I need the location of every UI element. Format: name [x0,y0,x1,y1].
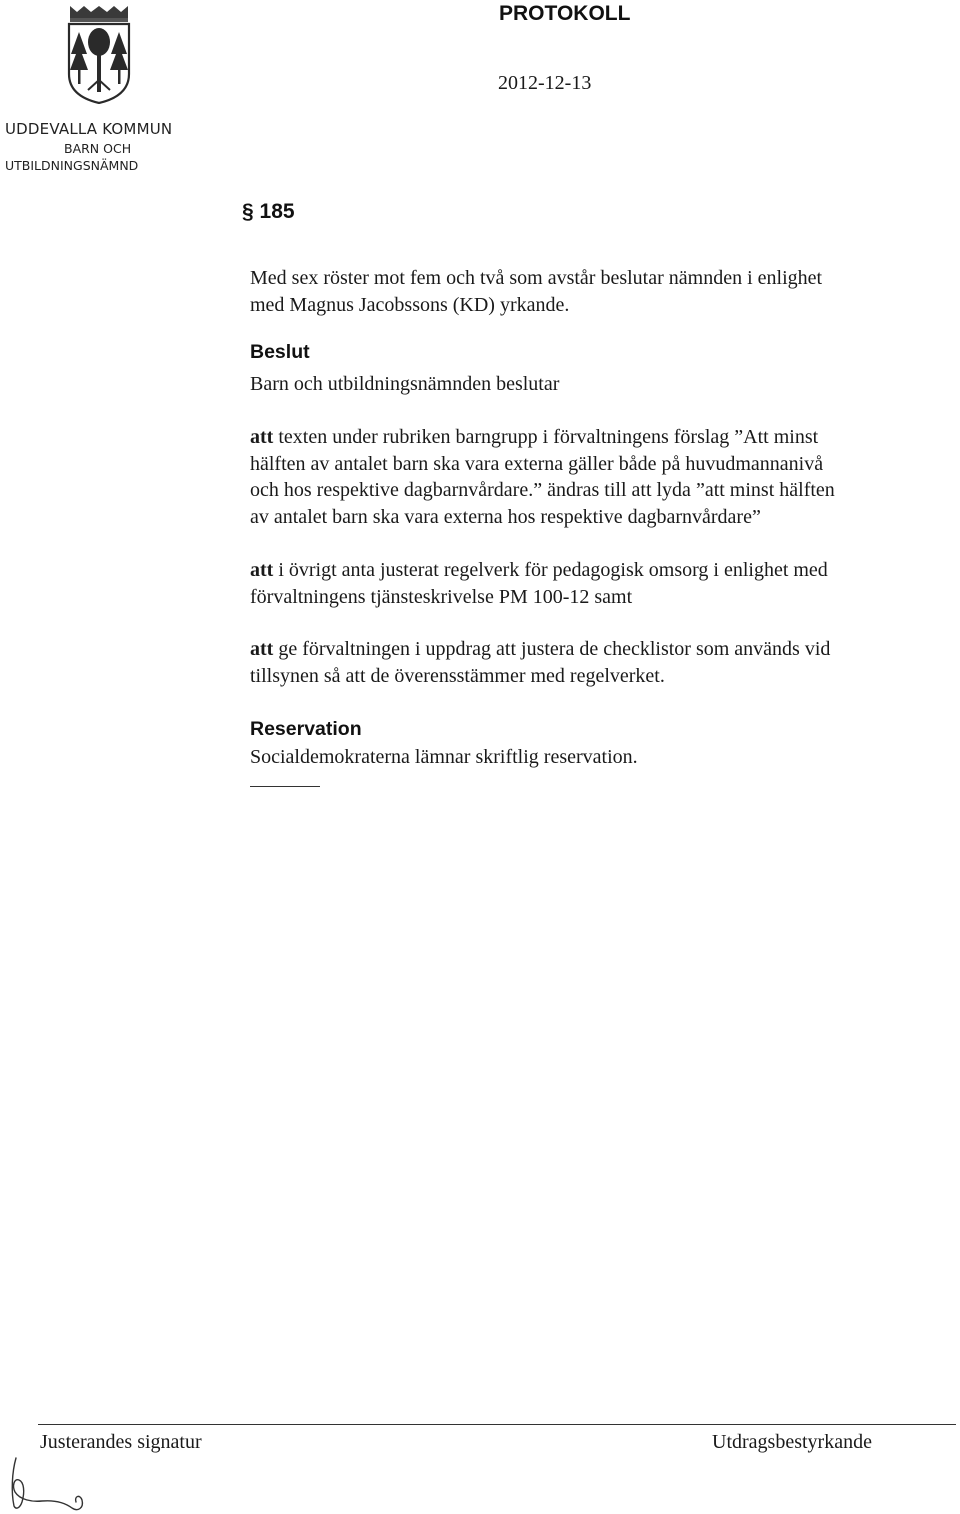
municipal-coat-of-arms-icon [66,4,132,104]
beslut-subheading: Barn och utbildningsnämnden beslutar [250,373,560,395]
decision-line: tillsynen så att de överensstämmer med regelverket. [250,664,665,687]
extract-certification-label: Utdragsbestyrkande [712,1431,872,1453]
decision-item [250,557,940,610]
reservation-heading: Reservation [250,718,362,740]
decision-line: hälften av antalet barn ska vara externa gäller både på huvudmannanivå [250,452,824,475]
organization-name: UDDEVALLA KOMMUN [5,120,173,138]
att-keyword: att [250,559,274,581]
footer-divider [38,1424,956,1425]
beslut-heading: Beslut [250,341,310,363]
document-type-title: PROTOKOLL [499,2,631,25]
decision-line: av antalet barn ska vara externa hos respektive dagbarnvårdare” [250,505,761,528]
decision-line [250,424,940,451]
decision-item [250,636,940,689]
decision-text: ge förvaltningen i uppdrag att justera de checklistor som används vid [278,638,831,660]
att-keyword: att [250,426,274,448]
decision-line: och hos respektive dagbarnvårdare.” ändras till att lyda ”att minst hälften [250,479,835,501]
section-number: § 185 [242,200,295,223]
decision-item [250,424,940,530]
department-name-line-1: BARN OCH [64,141,132,156]
reservation-text: Socialdemokraterna lämnar skriftlig reservation. [250,746,638,768]
decision-line: förvaltningens tjänsteskrivelse PM 100-12 samt [250,585,633,608]
department-name-line-2: UTBILDNINGSNÄMND [5,158,139,173]
decision-line [250,557,940,584]
decision-text: i övrigt anta justerat regelverk för pedagogisk omsorg i enlighet med [278,559,828,581]
handwritten-signature [2,1452,92,1514]
signature-label: Justerandes signatur [40,1431,202,1453]
att-keyword: att [250,638,274,660]
section-end-divider [250,786,320,787]
decision-text: texten under rubriken barngrupp i förvaltningens förslag ”Att minst [278,426,819,448]
intro-paragraph [250,265,940,319]
intro-line: med Magnus Jacobssons (KD) yrkande. [250,294,570,316]
decision-line [250,636,940,663]
intro-line: Med sex röster mot fem och två som avstår beslutar nämnden i enlighet [250,267,823,289]
document-date: 2012-12-13 [498,72,592,94]
